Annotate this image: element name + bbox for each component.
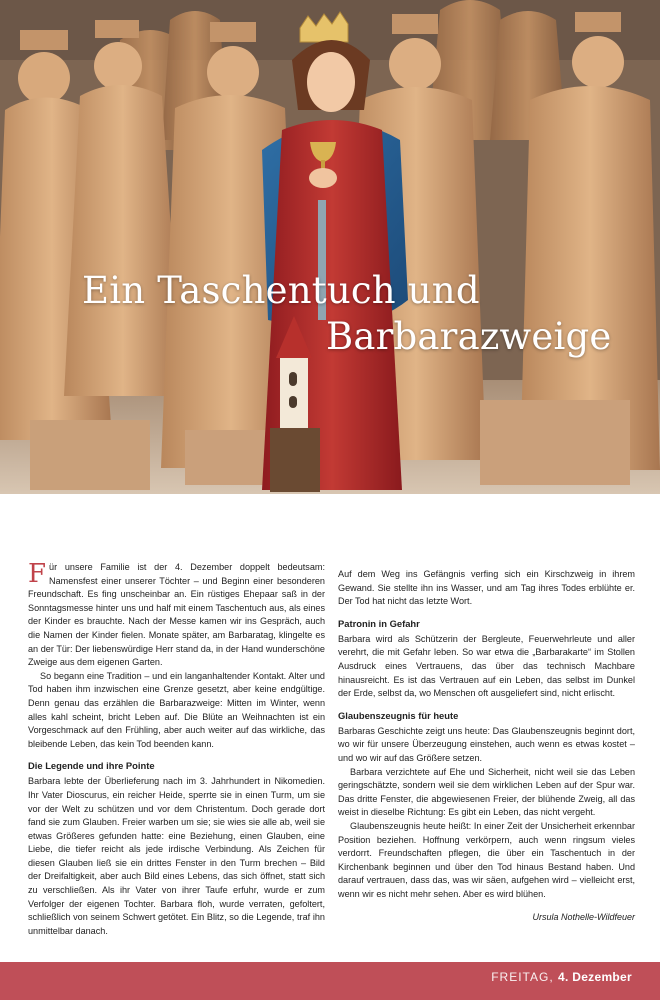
paragraph: Auf dem Weg ins Gefängnis verfing sich ein Kirschzweig in ihrem Gewand. Sie stellte ihn ins Wasser, und am Tag ihres Todes erblühte er. Der Tod hat nicht das letzte Wort.: [338, 569, 635, 607]
footer-day: 4. Dezember: [558, 970, 632, 984]
title-line-1: Ein Taschentuch und: [82, 269, 480, 312]
section-heading: Patronin in Gefahr: [338, 617, 420, 629]
section-heading: Die Legende und ihre Pointe: [28, 760, 155, 772]
paragraph: Barbara lebte der Überlieferung nach im 3. Jahrhundert in Nikomedien. Ihr Vater Dioscurus, ein reicher Heide, sperrte sie in einen Turm, um sie vor der Welt zu schützen und vor dem Christentum. Doch gerade dort fand sie zum Glauben. Freier warben um sie; sie wies sie alle ab, weil sie etwas Größeres gefunden hatte: eine Beziehung, einen Glauben, eine Liebe, die tiefer reicht als jede irdische Verbindung. Als Zeichen für diesen Glauben ließ sie ein drittes Fenster in den Turm brechen – Bild der Dreifaltigkeit, aber auch Bild eines Lebens, das sich öffnet, statt sich zu verschließen. Als ihr Vater von ihrer Taufe erfuhr, wurde er zum Verfolger der eigenen Tochter. Barbara floh, wurde verraten, gefoltert, schließlich von seinem Schwert getötet. Ein Blitz, so die Legende, traf ihn unmittelbar danach.: [28, 776, 325, 936]
paragraph: Glaubenszeugnis heute heißt: In einer Zeit der Unsicherheit erkennbar Position beziehen. Hoffnung verkörpern, auch wenn ringsum vieles verdorrt. Freundschaften pflegen, die über ein Taschentuch in der Kirchenbank beginnen und über den Tod hinaus Bestand haben. Und darauf vertrauen, dass das, was wir säen, aufgehen wird – vielleicht erst, wenn wir es nicht mehr sehen. Aber es wird blühen.: [338, 820, 635, 899]
hero-photo: [0, 0, 660, 494]
saint-figures-illustration: [0, 0, 660, 494]
paragraph: Barbara verzichtete auf Ehe und Sicherheit, nicht weil sie das Leben geringschätzte, sondern weil sie dem wirklichen Leben auf der Spur war. Das dritte Fenster, die abgewiesenen Freier, der blühende Zweig, all das weist in dieselbe Richtung: Es gibt ein Leben, das nicht vergeht.: [338, 766, 635, 818]
section-heading: Glaubenszeugnis für heute: [338, 709, 459, 721]
footer-date: [491, 970, 632, 984]
article-column-left: [28, 561, 325, 938]
author-name: Ursula Nothelle-Wildfeuer: [532, 912, 635, 923]
paragraph: So begann eine Tradition – und ein langanhaltender Kontakt. Alter und Tod haben ihm inzwischen eine Grenze gesetzt, aber keine endgültige. Denn genau das erzählen die Barbarazweige: Mitten im Winter, wenn alles kahl scheint, bricht Leben auf. Die Blüte an Weihnachten ist ein Vorgeschmack auf den Frühling, aber auch weiter auf das wirkliche, das bleibende Leben, das kein Tod beenden kann.: [28, 670, 325, 749]
title-line-2: Barbarazweige: [326, 315, 612, 358]
footer-bar: [0, 962, 660, 1000]
paragraph: Barbara wird als Schützerin der Bergleute, Feuerwehrleute und aller verehrt, die mit Gefahr leben. So war etwa die „Barbarakarte“ im Stollen Ausdruck eines Vertrauens, das über das technisch Machbare hinausreicht. Es ist das Vertrauen auf ein Leben, das selbst im Dunkel der Erde, selbst da, wo Menschen oft ausgeliefert sind, nicht erlischt.: [338, 633, 635, 699]
intro-paragraph: Für unsere Familie ist der 4. Dezember doppelt bedeutsam: Namensfest einer unserer Töchter – und Beginn einer besonderen Freundschaft. Es fing unscheinbar an. Ein rüstiges Ehepaar saß in der Sonntagsmesse hinter uns und half mit einem Taschentuch aus, als eines der Kinder es brauchte. Nach der Messe kamen wir ins Gespräch, auch die Namen der Kinder fielen. Monate später, am Barbaratag, klingelte es an der Tür: Der liebenswürdige Herr stand da, in der Hand wunderschöne Zweige aus dem eigenen Garten.: [28, 559, 325, 668]
dropcap: F: [28, 559, 47, 589]
article-column-right: [338, 568, 635, 925]
paragraph: Barbaras Geschichte zeigt uns heute: Das Glaubenszeugnis beginnt dort, wo wir für unsere Überzeugung einstehen, auch wenn es etwas kostet – und wo wir auf das Größere setzen.: [338, 725, 635, 763]
footer-weekday: FREITAG,: [491, 970, 554, 984]
